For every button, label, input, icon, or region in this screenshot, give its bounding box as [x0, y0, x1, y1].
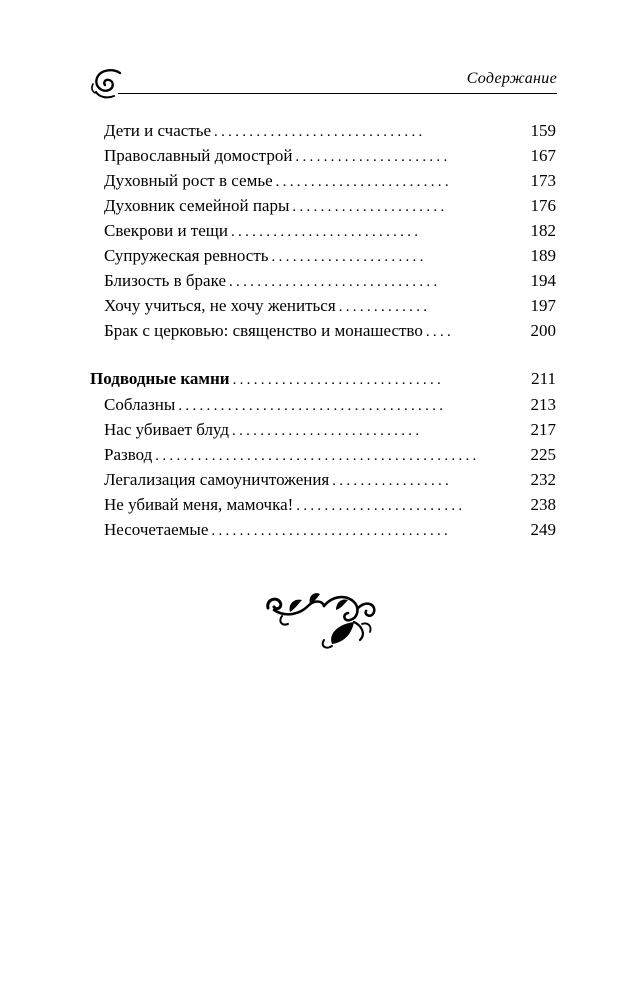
- toc-entry[interactable]: [104, 468, 556, 492]
- toc-entry[interactable]: [104, 493, 556, 517]
- toc-section-entry[interactable]: [90, 367, 556, 391]
- toc-leader: ....: [425, 324, 455, 340]
- toc-page-number: 217: [530, 420, 556, 439]
- toc-page-number: 249: [530, 520, 556, 539]
- toc-leader: ..................................: [211, 523, 452, 539]
- toc-entry-title: Близость в браке: [104, 271, 226, 290]
- toc-page-number: 213: [530, 395, 556, 414]
- toc-entry[interactable]: [104, 219, 556, 243]
- toc-page-number: 200: [530, 321, 556, 340]
- toc-leader: ......................: [292, 199, 448, 215]
- toc-entry-title: Свекрови и тещи: [104, 221, 228, 240]
- toc-page-number: 232: [530, 470, 556, 489]
- toc-entry[interactable]: [104, 443, 556, 467]
- running-head: Содержание: [466, 70, 557, 87]
- toc-leader: ..............................: [232, 372, 445, 388]
- toc-leader: .........................: [275, 174, 452, 190]
- toc-entry-title: Развод: [104, 445, 153, 464]
- toc-entry-title: Дети и счастье: [104, 121, 212, 140]
- toc-leader: ......................: [295, 149, 451, 165]
- toc-page-number: 197: [530, 296, 556, 315]
- toc-page-number: 167: [530, 146, 556, 165]
- toc-entry-title: Не убивай меня, мамочка!: [104, 495, 294, 514]
- toc-entry[interactable]: [104, 269, 556, 293]
- toc-leader: ..............................: [229, 274, 441, 290]
- toc-entry-title: Нас убивает блуд: [104, 420, 230, 439]
- toc-entry[interactable]: [104, 194, 556, 218]
- toc-page-number: 159: [530, 121, 556, 140]
- toc-entry-title: Супружеская ревность: [104, 246, 269, 265]
- toc-entry-title: Соблазны: [104, 395, 176, 414]
- toc-entry-title: Несочетаемые: [104, 520, 209, 539]
- toc-section-title: Подводные камни: [90, 369, 230, 388]
- toc-page-number: 176: [530, 196, 556, 215]
- toc-entry-title: Легализация самоуничтожения: [104, 470, 330, 489]
- toc-entry[interactable]: [104, 144, 556, 168]
- toc-page-number: 211: [531, 369, 556, 388]
- toc-page-number: 189: [530, 246, 556, 265]
- toc-entry[interactable]: [104, 294, 556, 318]
- toc-entry[interactable]: [104, 518, 556, 542]
- toc-page-number: 238: [530, 495, 556, 514]
- toc-entry[interactable]: [104, 119, 556, 143]
- toc-entry[interactable]: [104, 169, 556, 193]
- toc-page-number: 173: [530, 171, 556, 190]
- toc-entry[interactable]: [104, 418, 556, 442]
- toc-page-number: 194: [530, 271, 556, 290]
- toc-leader: ......................: [271, 249, 427, 265]
- floral-vignette-icon: [262, 588, 382, 650]
- toc-entry-title: Брак с церковью: священство и монашество: [104, 321, 423, 340]
- toc-leader: ......................................: [178, 398, 447, 414]
- toc-entry-title: Духовный рост в семье: [104, 171, 273, 190]
- toc-leader: ...........................: [230, 224, 422, 240]
- toc-leader: ..............................: [214, 124, 426, 140]
- toc-entry-title: Хочу учиться, не хочу жениться: [104, 296, 336, 315]
- toc-page-number: 225: [530, 445, 556, 464]
- toc-leader: .............: [338, 299, 431, 315]
- toc-entry[interactable]: [104, 393, 556, 417]
- toc-page-number: 182: [530, 221, 556, 240]
- toc-entry[interactable]: [104, 319, 556, 343]
- toc-leader: .................: [332, 473, 453, 489]
- toc-entry-title: Православный домострой: [104, 146, 293, 165]
- toc-entry[interactable]: [104, 244, 556, 268]
- toc-leader: ..............................................: [155, 448, 480, 464]
- toc-entry-title: Духовник семейной пары: [104, 196, 290, 215]
- toc-leader: ........................: [296, 498, 466, 514]
- toc-leader: ...........................: [232, 423, 423, 439]
